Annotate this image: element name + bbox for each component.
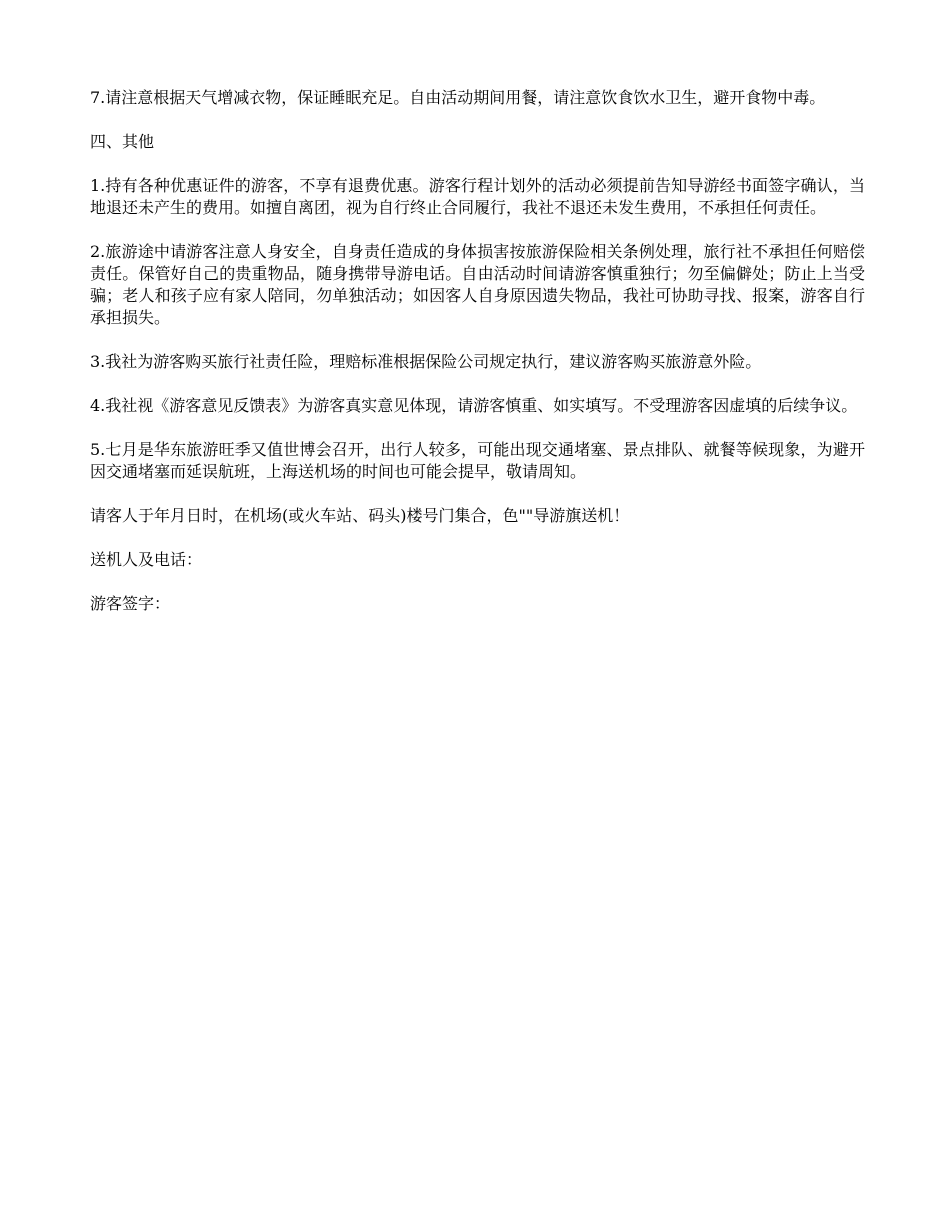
- assembly-notice: 请客人于年月日时，在机场(或火车站、码头)楼号门集合，色""导游旗送机！: [90, 506, 630, 525]
- other-item-2: 2.旅游途中请游客注意人身安全，自身责任造成的身体损害按旅游保险相关条例处理，旅行社不承担任何赔偿责任。保管好自己的贵重物品，随身携带导游电话。自由活动时间请游客慎重独行；勿至偏僻处；防止上当受骗；老人和孩子应有家人陪同，勿单独活动；如因客人自身原因遗失物品，我社可协助寻找、报案，游客自行承担损失。: [90, 242, 865, 327]
- other-item-4: 4.我社视《游客意见反馈表》为游客真实意见体现，请游客慎重、如实填写。不受理游客因虚填的后续争议。: [90, 396, 858, 415]
- item-7-paragraph: 7.请注意根据天气增减衣物，保证睡眠充足。自由活动期间用餐，请注意饮食饮水卫生，避开食物中毒。: [90, 88, 826, 107]
- document-page: [90, 87, 865, 637]
- other-item-3: 3.我社为游客购买旅行社责任险，理赔标准根据保险公司规定执行，建议游客购买旅游意外险。: [90, 352, 762, 371]
- sender-phone-label: 送机人及电话：: [90, 550, 203, 569]
- other-item-1: 1.持有各种优惠证件的游客，不享有退费优惠。游客行程计划外的活动必须提前告知导游经书面签字确认，当地退还未产生的费用。如擅自离团，视为自行终止合同履行，我社不退还未发生费用，不承担任何责任。: [90, 176, 865, 217]
- section-4-heading: 四、其他: [90, 132, 155, 151]
- other-item-5: 5.七月是华东旅游旺季又值世博会召开，出行人较多，可能出现交通堵塞、景点排队、就餐等候现象，为避开因交通堵塞而延误航班，上海送机场的时间也可能会提早，敬请周知。: [90, 440, 865, 481]
- tourist-signature-label: 游客签字：: [90, 594, 171, 613]
